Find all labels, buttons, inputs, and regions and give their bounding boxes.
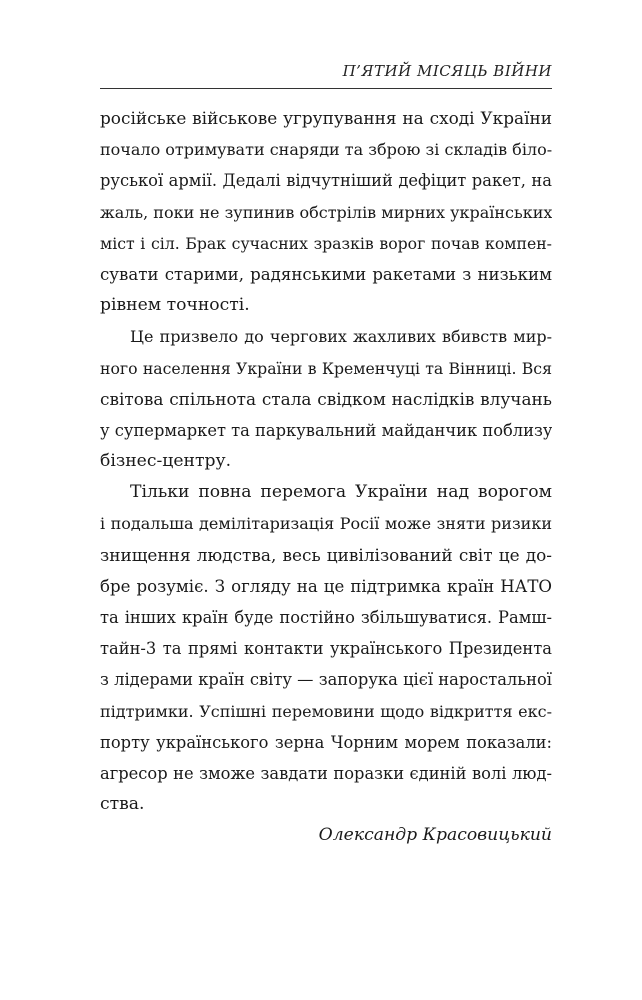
body-text — [100, 103, 552, 852]
text-line: почало отримувати снаряди та зброю зі складів біло- — [100, 140, 552, 160]
text-line: тайн-3 та прямі контакти українського Президента — [100, 639, 552, 659]
text-line: і подальша демілітаризація Росії може зняти ризики — [100, 514, 552, 534]
paragraph-2 — [100, 321, 552, 477]
text-line: у супермаркет та паркувальний майданчик поблизу — [100, 420, 552, 440]
paragraph-3 — [100, 477, 552, 820]
running-head: П’ЯТИЙ МІСЯЦЬ ВІЙНИ — [342, 62, 552, 80]
text-line: з лідерами країн світу — запорука цієї наростальної — [100, 670, 552, 690]
text-line: міст і сіл. Брак сучасних зразків ворог почав компен- — [100, 233, 552, 253]
text-line: підтримки. Успішні перемовини щодо відкриття екс- — [100, 701, 552, 721]
text-line: ного населення України в Кременчуці та Вінниці. Вся — [100, 358, 552, 378]
text-line: Тільки повна перемога України над ворогом — [130, 482, 552, 503]
text-line: жаль, поки не зупинив обстрілів мирних українських — [100, 202, 552, 222]
text-line: порту українського зерна Чорним морем показали: — [100, 732, 552, 752]
text-line: руської армії. Дедалі відчутніший дефіцит ракет, на — [100, 171, 552, 191]
text-line: російське військове угрупування на сході України — [100, 108, 552, 128]
text-line: бре розуміє. З огляду на це підтримка країн НАТО — [100, 576, 552, 596]
paragraph-1 — [100, 103, 552, 321]
text-line: світова спільнота стала свідком наслідків влучань — [100, 388, 552, 409]
text-line: рівнем точності. — [100, 295, 250, 316]
author-signature: Олександр Красовицький — [318, 825, 552, 846]
text-line: агресор не зможе завдати поразки єдиній волі люд- — [100, 763, 552, 783]
text-line: знищення людства, весь цивілізований світ це до- — [100, 544, 552, 565]
text-line: сувати старими, радянськими ракетами з низьким — [100, 264, 552, 284]
text-line: ства. — [100, 794, 145, 815]
header-rule — [100, 88, 552, 89]
text-line: та інших країн буде постійно збільшуватися. Рамш- — [100, 608, 552, 627]
text-line: бізнес-центру. — [100, 451, 232, 472]
text-line: Це призвело до чергових жахливих вбивств мир- — [130, 327, 552, 347]
